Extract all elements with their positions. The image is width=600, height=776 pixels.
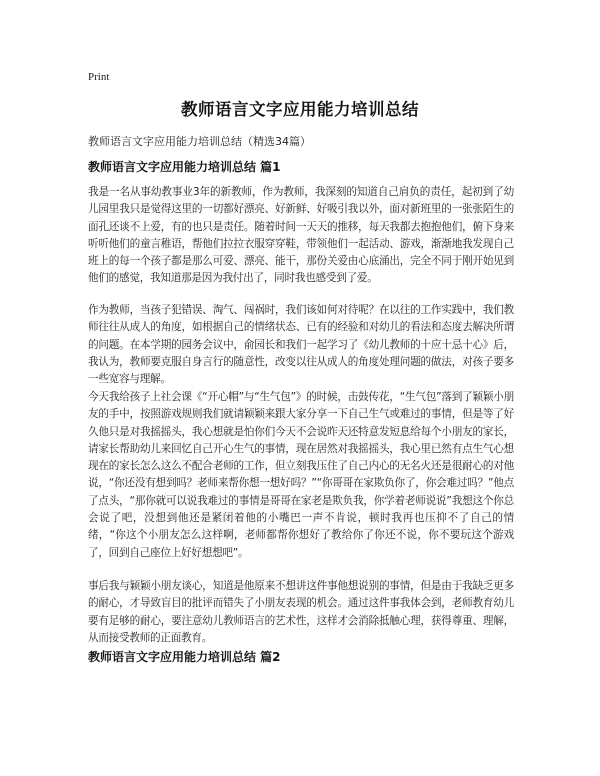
- paragraph-1: 我是一名从事幼教事业3年的新教师，作为教师，我深刻的知道自己肩负的责任，起初到了幼儿园里我只是觉得这里的一切都好漂亮、好新鲜、好吸引我以外，面对新班里的一张张陌生的面孔还谈不上爱，有的也只是责任。随着时间一天天的推移，每天我都去抱抱他们，俯下身来听听他们的童言稚语，帮他们拉拉衣服穿穿鞋，带领他们一起活动、游戏，渐渐地我发现自己班上的每一个孩子都是那么可爱、漂亮、能干，那份关爱由心底涌出，完全不同于刚开始见到他们的感觉，我知道那是因为我付出了，同时我也感受到了爱。: [88, 186, 514, 285]
- print-link[interactable]: Print: [88, 71, 110, 83]
- document-subtitle: 教师语言文字应用能力培训总结（精选34篇）: [88, 135, 311, 148]
- paragraph-2: 作为教师，当孩子犯错误、淘气、闯祸时，我们该如何对待呢？在以往的工作实践中，我们教师往往从成人的角度，如根据自己的情绪状态、已有的经验和对幼儿的看法和态度去解决所谓的问题。在本学期的园务会议中，俞园长和我们一起学习了《幼儿教师的十应十忌十心》后，我认为，教师要克服自身言行的随意性，改变以往从成人的角度处理问题的做法，对孩子要多一些宽容与理解。: [88, 304, 514, 386]
- paragraph-3: 今天我给孩子上社会课《“开心帽”与“生气包”》的时候，击鼓传花，“生气包”落到了颖颖小朋友的手中，按照游戏规则我们就请颖颖来跟大家分享一下自己生气或难过的事情，但是等了好久他只是对我摇摇头，我心想就是怕你们今天不会说昨天还特意发短息给每个小朋友的家长，请家长帮助幼儿来回忆自己开心生气的事情，现在居然对我摇摇头，我心里已然有点生气心想现在的家长怎么这么不配合老师的工作，但立刻我压住了自己内心的无名火还是很耐心的对他说，“你还没有想到吗？老师来帮你想一想好吗？”“你哥哥在家欺负你了，你会难过吗？”他点了点头，“那你就可以说我难过的事情是哥哥在家老是欺负我，你学着老师说说”我想这个你总会说了吧，没想到他还是紧闭着他的小嘴巴一声不肯说，顿时我再也压抑不了自己的情绪，“你这个小朋友怎么这样啊，老师都帮你想好了教给你了你还不说，你不要玩这个游戏了，回到自己座位上好好想想吧”。: [88, 391, 514, 559]
- section-heading-1: 教师语言文字应用能力培训总结 篇1: [88, 160, 281, 174]
- section-heading-2: 教师语言文字应用能力培训总结 篇2: [88, 650, 281, 664]
- page-title: 教师语言文字应用能力培训总结: [181, 100, 419, 119]
- paragraph-4: 事后我与颖颖小朋友谈心，知道是他原来不想讲这件事他想说别的事情，但是由于我缺乏更多的耐心，才导致盲目的批评而错失了小朋友表现的机会。通过这件事我体会到，老师教育幼儿要有足够的耐心，要注意幼儿教师语言的艺术性，这样才会消除抵触心理，获得尊重、理解，从而接受教师的正面教育。: [88, 580, 514, 644]
